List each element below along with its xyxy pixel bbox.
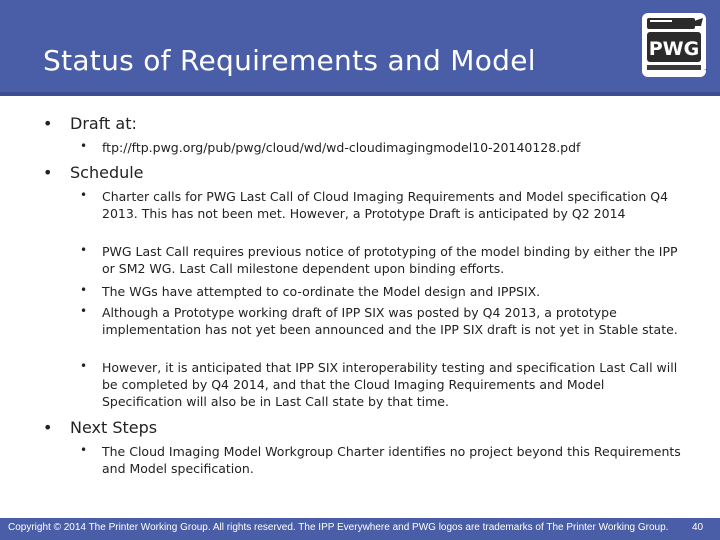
sub-bullet-text: However, it is anticipated that IPP SIX interoperability testing and specification Last Call will be completed by Q4 2014, and that the Cloud Imaging Requirements and Model Specification will also be in Last Call state by that time. [102,360,678,409]
sub-bullet-text: The WGs have attempted to co-ordinate the Model design and IPPSIX. [102,284,541,299]
bullet-text: Next Steps [70,418,158,437]
sub-bullet-text: ftp://ftp.pwg.org/pub/pwg/cloud/wd/wd-cloudimagingmodel10-20140128.pdf [102,140,581,155]
sub-bullet-text: Charter calls for PWG Last Call of Cloud Imaging Requirements and Model specification Q4 2013. This has not been met. However, a Prototype Draft is anticipated by Q2 2014 [102,189,669,221]
pwg-printer-logo-icon [641,12,707,78]
footer-copyright: Copyright © 2014 The Printer Working Group. All rights reserved. The IPP Everywhere and PWG logos are trademarks of The Printer Working Group. [8,522,669,533]
footer-bar [0,518,720,540]
sub-bullet-text: The Cloud Imaging Model Workgroup Charter identifies no project beyond this Requirements and Model specification. [102,444,681,476]
title-bar-rule [0,92,720,96]
sub-bullet-text: Although a Prototype working draft of IPP SIX was posted by Q4 2013, a prototype implementation has not yet been announced and the IPP SIX draft is not yet in Stable state. [102,305,678,337]
slide-title: Status of Requirements and Model [43,44,536,77]
bullet-text: Draft at: [70,114,137,133]
page-number: 40 [692,522,704,533]
title-bar [0,0,720,92]
logo-text: PWG [648,38,700,60]
sub-bullet-text: PWG Last Call requires previous notice of prototyping of the model binding by either the IPP or SM2 WG. Last Call milestone dependent upon binding efforts. [102,244,678,276]
bullet-text: Schedule [70,163,144,182]
svg-text:™: ™ [704,68,708,73]
